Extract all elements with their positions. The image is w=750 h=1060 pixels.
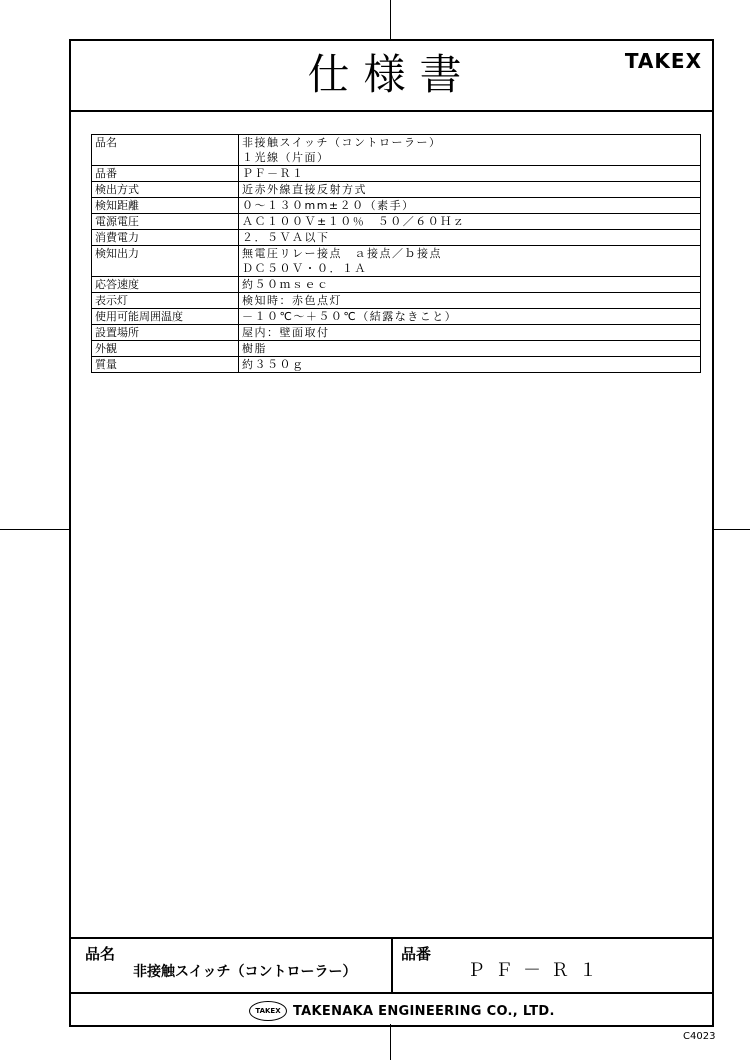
spec-label: 外観 [92,341,239,357]
spec-row [92,214,701,230]
spec-row [92,357,701,373]
spec-value [239,166,701,182]
spec-label: 表示灯 [92,293,239,309]
document-title: 仕様書 [307,50,476,99]
document-code: C4023 [683,1031,716,1042]
spec-row [92,341,701,357]
document-frame [69,39,714,1027]
spec-value-line: ２．５ＶＡ以下 [242,231,330,244]
title-bar [71,41,712,112]
spec-value [239,214,701,230]
spec-value-line: ＰＦ－Ｒ１ [242,167,305,180]
spec-value-line: ＤＣ５０Ｖ・０．１Ａ [242,262,367,275]
spec-value-line: －１０℃～＋５０℃（結露なきこと） [242,310,458,323]
spec-label: 応答速度 [92,277,239,293]
crop-mark-top [390,0,391,40]
spec-value-line: ０～１３０mm±２０（素手） [242,199,415,212]
spec-row [92,182,701,198]
company-emblem-icon: TAKEX [249,1001,287,1021]
spec-label: 検出方式 [92,182,239,198]
spec-table [91,134,701,373]
spec-value-line: ＡＣ１００Ｖ±１０％ ５０／６０Ｈｚ [242,215,466,228]
footer-number-value: ＰＦ－Ｒ１ [467,960,607,981]
spec-label: 検知出力 [92,246,239,277]
spec-value [239,357,701,373]
spec-label: 消費電力 [92,230,239,246]
spec-value-line: 約５０ｍｓｅｃ [242,278,330,291]
spec-row [92,309,701,325]
spec-value [239,325,701,341]
crop-mark-right [712,529,750,530]
spec-label: 設置場所 [92,325,239,341]
spec-label: 質量 [92,357,239,373]
spec-value-line: 無電圧リレー接点 ａ接点／ｂ接点 [242,247,442,260]
spec-value-line: 樹脂 [242,342,267,355]
spec-label: 使用可能周囲温度 [92,309,239,325]
spec-value [239,309,701,325]
footer-name-label: 品名 [85,945,116,963]
spec-value-line: 屋内：壁面取付 [242,326,330,339]
spec-row [92,166,701,182]
spec-row [92,293,701,309]
spec-row [92,198,701,214]
footer-number-label: 品番 [401,945,432,963]
spec-row [92,230,701,246]
footer-name-value: 非接触スイッチ（コントローラー） [133,964,357,980]
spec-table-body [92,135,701,373]
company-bar [71,992,712,1027]
footer-product-number-cell [393,937,712,994]
spec-value-line: 約３５０ｇ [242,358,305,371]
spec-row [92,135,701,166]
spec-label: 品名 [92,135,239,166]
company-name: TAKENAKA ENGINEERING CO., LTD. [293,1003,555,1019]
spec-value-line: 非接触スイッチ（コントローラー） [242,136,442,149]
crop-mark-left [0,529,70,530]
spec-value-line: 近赤外線直接反射方式 [242,183,367,196]
spec-value [239,230,701,246]
brand-logo: TAKEX [624,49,702,73]
spec-value [239,293,701,309]
spec-value [239,135,701,166]
company-signature [249,1000,555,1022]
spec-row [92,325,701,341]
crop-mark-bottom [390,1024,391,1060]
spec-value [239,182,701,198]
footer-product-name-cell [71,937,393,994]
spec-row [92,246,701,277]
spec-row [92,277,701,293]
spec-label: 品番 [92,166,239,182]
spec-value [239,277,701,293]
spec-label: 電源電圧 [92,214,239,230]
spec-value-line: １光線（片面） [242,151,330,164]
spec-label: 検知距離 [92,198,239,214]
spec-value [239,198,701,214]
spec-value [239,246,701,277]
spec-value [239,341,701,357]
spec-value-line: 検知時：赤色点灯 [242,294,342,307]
